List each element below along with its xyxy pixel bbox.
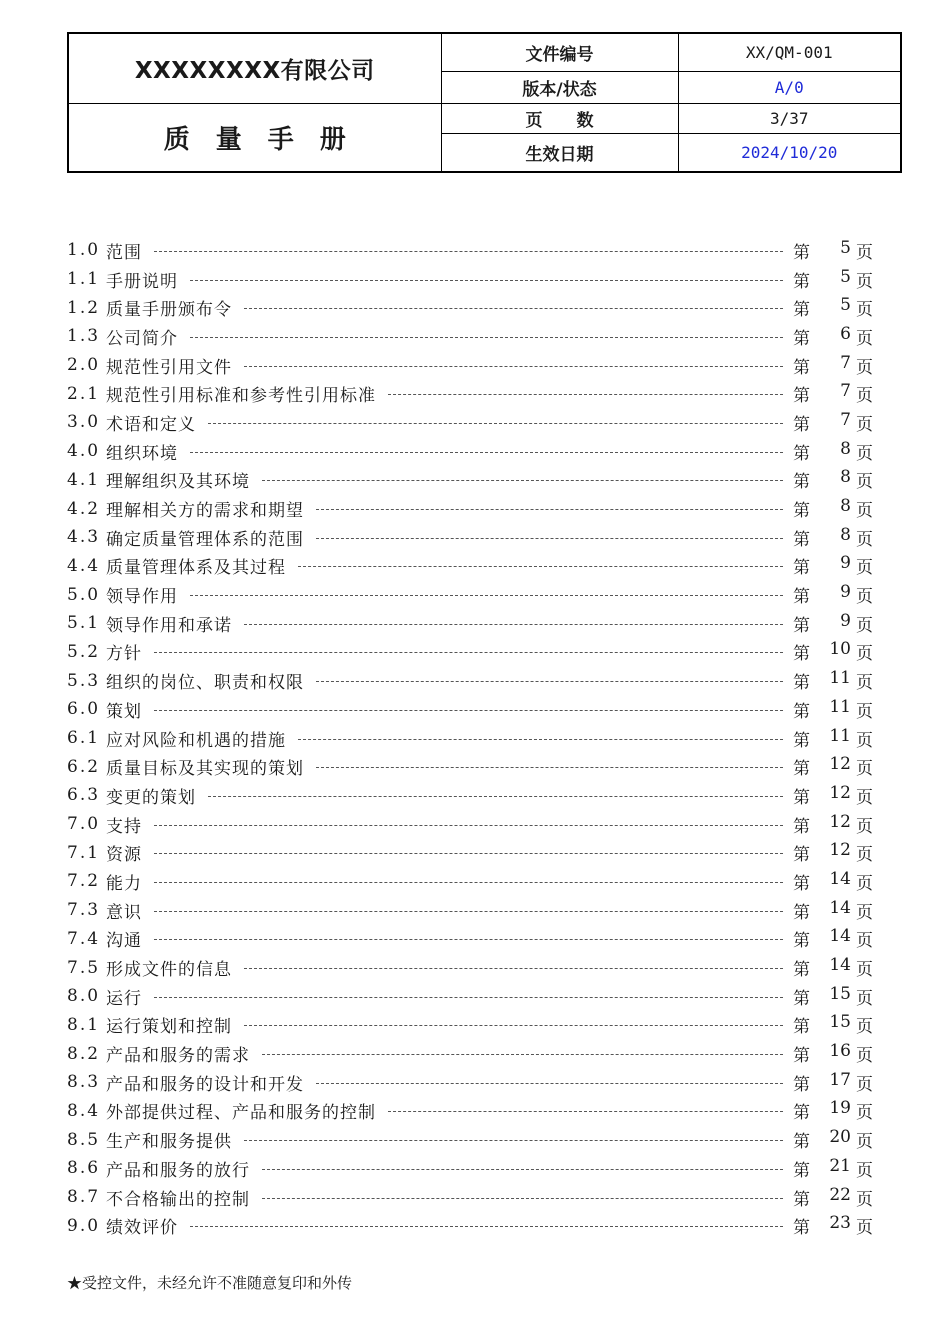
toc-page-number: 16: [829, 1041, 851, 1062]
toc-page-number: 14: [829, 897, 851, 918]
toc-entry-page: [793, 668, 873, 693]
toc-page-suffix: 页: [856, 300, 873, 321]
toc-entry-page: [793, 553, 873, 578]
toc-dot-leader: [298, 739, 783, 740]
toc-entry-page: [793, 381, 873, 406]
toc-entry[interactable]: [67, 953, 873, 982]
toc-entry-number: 8.7: [67, 1187, 101, 1208]
toc-page-suffix: 页: [856, 701, 873, 722]
toc-dot-leader: [190, 337, 783, 338]
toc-dot-leader: [244, 624, 783, 625]
toc-entry[interactable]: [67, 896, 873, 925]
toc-entry[interactable]: [67, 494, 873, 523]
toc-dot-leader: [154, 939, 783, 940]
toc-entry-number: 7.4: [67, 928, 101, 949]
toc-entry-number: 7.5: [67, 957, 101, 978]
toc-page-prefix: 第: [793, 1160, 810, 1181]
toc-page-suffix: 页: [856, 1046, 873, 1067]
toc-entry-page: [793, 467, 873, 492]
effective-date-value: 2024/10/20: [678, 133, 901, 172]
toc-page-prefix: 第: [793, 587, 810, 608]
toc-entry-page: [793, 1185, 873, 1210]
toc-page-suffix: 页: [856, 501, 873, 522]
toc-page-number: 9: [840, 553, 851, 574]
toc-page-number: 12: [829, 811, 851, 832]
toc-page-suffix: 页: [856, 787, 873, 808]
toc-page-suffix: 页: [856, 558, 873, 579]
toc-entry-number: 4.4: [67, 555, 101, 576]
toc-page-suffix: 页: [856, 673, 873, 694]
toc-entry-title: 确定质量管理体系的范围: [106, 529, 305, 550]
toc-page-suffix: 页: [856, 1218, 873, 1239]
toc-page-number: 7: [840, 409, 851, 430]
toc-entry-title: 外部提供过程、产品和服务的控制: [106, 1103, 377, 1124]
toc-dot-leader: [316, 681, 783, 682]
toc-entry-title: 资源: [106, 845, 143, 866]
toc-entry-page: [793, 869, 873, 894]
toc-entry[interactable]: [67, 925, 873, 954]
toc-entry-page: [793, 840, 873, 865]
pages-label: 页数: [441, 103, 678, 133]
toc-entry-title: 方针: [106, 644, 143, 665]
toc-entry-number: 4.0: [67, 441, 101, 462]
toc-page-prefix: 第: [793, 1103, 810, 1124]
toc-entry[interactable]: [67, 523, 873, 552]
toc-entry[interactable]: [67, 552, 873, 581]
toc-dot-leader: [190, 1226, 783, 1227]
toc-page-prefix: 第: [793, 271, 810, 292]
toc-page-prefix: 第: [793, 414, 810, 435]
toc-entry-title: 不合格输出的控制: [106, 1189, 251, 1210]
toc-entry-number: 6.1: [67, 728, 101, 749]
toc-dot-leader: [244, 308, 783, 309]
toc-entry-number: 1.1: [67, 269, 101, 290]
toc-entry-title: 质量目标及其实现的策划: [106, 759, 305, 780]
toc-entry-title: 公司简介: [106, 328, 179, 349]
toc-page-suffix: 页: [856, 759, 873, 780]
toc-entry-page: [793, 1041, 873, 1066]
toc-page-number: 19: [829, 1098, 851, 1119]
toc-page-prefix: 第: [793, 787, 810, 808]
toc-page-suffix: 页: [856, 644, 873, 665]
toc-entry-page: [793, 1127, 873, 1152]
toc-page-suffix: 页: [856, 730, 873, 751]
toc-page-number: 7: [840, 381, 851, 402]
toc-entry[interactable]: [67, 724, 873, 753]
toc-page-prefix: 第: [793, 357, 810, 378]
toc-entry-title: 运行: [106, 988, 143, 1009]
toc-entry-page: [793, 611, 873, 636]
toc-entry-number: 3.0: [67, 412, 101, 433]
toc-page-number: 12: [829, 840, 851, 861]
toc-dot-leader: [316, 767, 783, 768]
toc-entry[interactable]: [67, 437, 873, 466]
toc-entry-page: [793, 984, 873, 1009]
toc-page-number: 14: [829, 868, 851, 889]
toc-entry-number: 8.1: [67, 1014, 101, 1035]
toc-entry-title: 组织环境: [106, 443, 179, 464]
toc-entry[interactable]: [67, 781, 873, 810]
toc-page-prefix: 第: [793, 443, 810, 464]
toc-entry-page: [793, 754, 873, 779]
toc-page-prefix: 第: [793, 300, 810, 321]
toc-page-prefix: 第: [793, 902, 810, 923]
toc-entry[interactable]: [67, 379, 873, 408]
toc-entry-number: 6.0: [67, 699, 101, 720]
toc-page-prefix: 第: [793, 988, 810, 1009]
toc-page-suffix: 页: [856, 931, 873, 952]
toc-page-suffix: 页: [856, 845, 873, 866]
toc-entry-page: [793, 267, 873, 292]
toc-entry-title: 规范性引用标准和参考性引用标准: [106, 386, 377, 407]
toc-page-prefix: 第: [793, 701, 810, 722]
toc-entry-page: [793, 697, 873, 722]
toc-entry[interactable]: [67, 351, 873, 380]
toc-page-number: 15: [829, 1012, 851, 1033]
doc-no-value: XX/QM-001: [678, 33, 901, 71]
toc-page-number: 8: [840, 438, 851, 459]
toc-entry-page: [793, 1213, 873, 1238]
toc-entry-number: 2.1: [67, 383, 101, 404]
pages-value: 3/37: [678, 103, 901, 133]
toc-page-suffix: 页: [856, 472, 873, 493]
toc-dot-leader: [208, 423, 783, 424]
toc-entry[interactable]: [67, 982, 873, 1011]
toc-page-number: 9: [840, 582, 851, 603]
toc-page-number: 14: [829, 926, 851, 947]
toc-entry[interactable]: [67, 1011, 873, 1040]
toc-page-suffix: 页: [856, 988, 873, 1009]
document-header-table: [67, 32, 902, 173]
toc-entry[interactable]: [67, 1068, 873, 1097]
toc-dot-leader: [316, 1083, 783, 1084]
toc-entry-title: 范围: [106, 242, 143, 263]
effective-date-label: 生效日期: [441, 133, 678, 172]
toc-entry-page: [793, 898, 873, 923]
toc-entry[interactable]: [67, 867, 873, 896]
toc-page-number: 12: [829, 782, 851, 803]
toc-entry-page: [793, 639, 873, 664]
toc-page-suffix: 页: [856, 587, 873, 608]
toc-entry[interactable]: [67, 1039, 873, 1068]
toc-entry[interactable]: [67, 1097, 873, 1126]
toc-dot-leader: [262, 1054, 783, 1055]
toc-entry-number: 2.0: [67, 355, 101, 376]
toc-entry-number: 6.2: [67, 756, 101, 777]
toc-entry-title: 质量管理体系及其过程: [106, 558, 287, 579]
toc-entry[interactable]: [67, 666, 873, 695]
toc-entry-number: 4.1: [67, 469, 101, 490]
toc-dot-leader: [154, 997, 783, 998]
toc-page-suffix: 页: [856, 271, 873, 292]
toc-entry[interactable]: [67, 1154, 873, 1183]
company-name: XXXXXXXX有限公司: [68, 33, 441, 103]
toc-page-suffix: 页: [856, 1103, 873, 1124]
toc-entry-number: 8.4: [67, 1100, 101, 1121]
toc-dot-leader: [190, 452, 783, 453]
toc-page-number: 8: [840, 467, 851, 488]
version-value: A/0: [678, 71, 901, 103]
toc-entry-title: 形成文件的信息: [106, 960, 233, 981]
toc-page-suffix: 页: [856, 615, 873, 636]
toc-page-number: 15: [829, 983, 851, 1004]
toc-dot-leader: [190, 595, 783, 596]
toc-page-number: 6: [840, 323, 851, 344]
toc-entry[interactable]: [67, 466, 873, 495]
toc-page-prefix: 第: [793, 960, 810, 981]
toc-entry-number: 1.3: [67, 326, 101, 347]
toc-page-prefix: 第: [793, 1017, 810, 1038]
toc-entry-page: [793, 295, 873, 320]
toc-entry[interactable]: [67, 265, 873, 294]
toc-entry-page: [793, 1156, 873, 1181]
toc-entry-page: [793, 439, 873, 464]
toc-entry-number: 7.3: [67, 900, 101, 921]
toc-entry-page: [793, 582, 873, 607]
toc-page-prefix: 第: [793, 558, 810, 579]
toc-entry[interactable]: [67, 408, 873, 437]
toc-dot-leader: [154, 853, 783, 854]
toc-entry-page: [793, 812, 873, 837]
manual-title: 质量手册: [68, 103, 441, 172]
toc-entry-title: 策划: [106, 701, 143, 722]
toc-page-number: 11: [829, 668, 851, 689]
toc-page-suffix: 页: [856, 328, 873, 349]
toc-page-number: 8: [840, 524, 851, 545]
toc-page-prefix: 第: [793, 873, 810, 894]
toc-entry-number: 8.2: [67, 1043, 101, 1064]
toc-page-number: 12: [829, 754, 851, 775]
toc-dot-leader: [244, 1025, 783, 1026]
toc-entry-page: [793, 726, 873, 751]
toc-page-number: 23: [829, 1213, 851, 1234]
controlled-document-note: ★受控文件，未经允许不准随意复印和外传: [67, 1274, 353, 1292]
toc-entry-title: 绩效评价: [106, 1218, 179, 1239]
toc-entry-title: 产品和服务的放行: [106, 1160, 251, 1181]
toc-dot-leader: [262, 480, 783, 481]
toc-dot-leader: [154, 710, 783, 711]
doc-no-label: 文件编号: [441, 33, 678, 71]
toc-page-suffix: 页: [856, 443, 873, 464]
toc-entry-title: 理解组织及其环境: [106, 472, 251, 493]
toc-entry[interactable]: [67, 638, 873, 667]
table-of-contents: [67, 236, 873, 1240]
toc-page-prefix: 第: [793, 816, 810, 837]
toc-page-number: 21: [829, 1155, 851, 1176]
toc-dot-leader: [388, 394, 783, 395]
toc-page-suffix: 页: [856, 1132, 873, 1153]
toc-page-suffix: 页: [856, 414, 873, 435]
toc-page-prefix: 第: [793, 1132, 810, 1153]
toc-entry-title: 领导作用: [106, 587, 179, 608]
toc-dot-leader: [262, 1169, 783, 1170]
toc-entry[interactable]: [67, 609, 873, 638]
toc-entry-title: 规范性引用文件: [106, 357, 233, 378]
toc-entry[interactable]: [67, 695, 873, 724]
toc-page-suffix: 页: [856, 816, 873, 837]
toc-page-number: 5: [840, 266, 851, 287]
toc-entry[interactable]: [67, 293, 873, 322]
toc-page-number: 5: [840, 295, 851, 316]
toc-page-prefix: 第: [793, 644, 810, 665]
toc-entry-title: 产品和服务的设计和开发: [106, 1074, 305, 1095]
toc-page-prefix: 第: [793, 1218, 810, 1239]
toc-entry-title: 生产和服务提供: [106, 1132, 233, 1153]
toc-entry[interactable]: [67, 322, 873, 351]
toc-entry-title: 理解相关方的需求和期望: [106, 501, 305, 522]
toc-dot-leader: [154, 911, 783, 912]
toc-entry-title: 领导作用和承诺: [106, 615, 233, 636]
toc-entry-page: [793, 410, 873, 435]
toc-entry-title: 手册说明: [106, 271, 179, 292]
toc-entry-page: [793, 353, 873, 378]
toc-entry-page: [793, 1070, 873, 1095]
toc-entry[interactable]: [67, 580, 873, 609]
toc-entry-page: [793, 1012, 873, 1037]
toc-dot-leader: [190, 280, 783, 281]
toc-entry-number: 5.0: [67, 584, 101, 605]
toc-entry-number: 1.0: [67, 240, 101, 261]
toc-entry-title: 运行策划和控制: [106, 1017, 233, 1038]
toc-entry-title: 产品和服务的需求: [106, 1046, 251, 1067]
toc-dot-leader: [388, 1111, 783, 1112]
toc-page-suffix: 页: [856, 1189, 873, 1210]
toc-entry-page: [793, 525, 873, 550]
toc-page-number: 7: [840, 352, 851, 373]
toc-page-suffix: 页: [856, 242, 873, 263]
toc-entry-number: 8.3: [67, 1072, 101, 1093]
toc-page-prefix: 第: [793, 242, 810, 263]
toc-dot-leader: [244, 968, 783, 969]
toc-entry[interactable]: [67, 1183, 873, 1212]
toc-page-number: 11: [829, 725, 851, 746]
toc-entry-number: 4.3: [67, 527, 101, 548]
toc-dot-leader: [316, 538, 783, 539]
toc-page-prefix: 第: [793, 328, 810, 349]
toc-page-number: 5: [840, 237, 851, 258]
toc-dot-leader: [316, 509, 783, 510]
toc-dot-leader: [154, 652, 783, 653]
toc-entry-number: 7.1: [67, 842, 101, 863]
toc-entry-title: 术语和定义: [106, 414, 197, 435]
toc-entry[interactable]: [67, 810, 873, 839]
toc-page-prefix: 第: [793, 1189, 810, 1210]
toc-page-number: 10: [829, 639, 851, 660]
toc-page-suffix: 页: [856, 902, 873, 923]
toc-entry-page: [793, 1098, 873, 1123]
toc-entry-page: [793, 324, 873, 349]
toc-entry-number: 1.2: [67, 297, 101, 318]
toc-dot-leader: [154, 825, 783, 826]
toc-entry-title: 意识: [106, 902, 143, 923]
toc-page-number: 17: [829, 1069, 851, 1090]
toc-page-prefix: 第: [793, 615, 810, 636]
toc-entry-page: [793, 783, 873, 808]
toc-entry-page: [793, 496, 873, 521]
toc-page-number: 20: [829, 1127, 851, 1148]
toc-page-prefix: 第: [793, 730, 810, 751]
toc-entry-title: 支持: [106, 816, 143, 837]
toc-page-suffix: 页: [856, 529, 873, 550]
toc-entry-number: 8.6: [67, 1158, 101, 1179]
toc-page-suffix: 页: [856, 1074, 873, 1095]
toc-page-prefix: 第: [793, 931, 810, 952]
version-label: 版本/状态: [441, 71, 678, 103]
toc-page-suffix: 页: [856, 873, 873, 894]
toc-page-prefix: 第: [793, 845, 810, 866]
toc-entry-number: 9.0: [67, 1215, 101, 1236]
toc-entry-title: 沟通: [106, 931, 143, 952]
toc-page-prefix: 第: [793, 673, 810, 694]
toc-page-suffix: 页: [856, 1160, 873, 1181]
toc-entry-page: [793, 238, 873, 263]
toc-page-prefix: 第: [793, 529, 810, 550]
toc-entry-title: 组织的岗位、职责和权限: [106, 673, 305, 694]
toc-entry-number: 4.2: [67, 498, 101, 519]
toc-page-prefix: 第: [793, 386, 810, 407]
toc-entry-title: 质量手册颁布令: [106, 300, 233, 321]
toc-entry-title: 应对风险和机遇的措施: [106, 730, 287, 751]
toc-page-suffix: 页: [856, 386, 873, 407]
toc-page-suffix: 页: [856, 1017, 873, 1038]
toc-entry-number: 7.0: [67, 814, 101, 835]
toc-page-suffix: 页: [856, 960, 873, 981]
toc-entry-title: 能力: [106, 873, 143, 894]
toc-entry[interactable]: [67, 1125, 873, 1154]
toc-page-prefix: 第: [793, 759, 810, 780]
toc-page-suffix: 页: [856, 357, 873, 378]
toc-dot-leader: [262, 1198, 783, 1199]
toc-dot-leader: [244, 366, 783, 367]
toc-entry-number: 5.3: [67, 670, 101, 691]
toc-page-number: 9: [840, 610, 851, 631]
toc-page-number: 22: [829, 1184, 851, 1205]
toc-page-prefix: 第: [793, 472, 810, 493]
toc-entry-number: 7.2: [67, 871, 101, 892]
toc-page-number: 14: [829, 955, 851, 976]
toc-dot-leader: [154, 882, 783, 883]
toc-page-number: 11: [829, 696, 851, 717]
toc-entry[interactable]: [67, 236, 873, 265]
toc-entry-number: 6.3: [67, 785, 101, 806]
toc-page-prefix: 第: [793, 1046, 810, 1067]
toc-entry-page: [793, 955, 873, 980]
toc-entry-page: [793, 926, 873, 951]
toc-entry[interactable]: [67, 752, 873, 781]
toc-dot-leader: [154, 251, 783, 252]
toc-page-number: 8: [840, 496, 851, 517]
toc-entry[interactable]: [67, 1211, 873, 1240]
toc-entry-number: 5.1: [67, 613, 101, 634]
toc-page-prefix: 第: [793, 1074, 810, 1095]
toc-entry-number: 8.0: [67, 986, 101, 1007]
toc-entry[interactable]: [67, 838, 873, 867]
toc-dot-leader: [298, 566, 783, 567]
toc-entry-title: 变更的策划: [106, 787, 197, 808]
toc-page-prefix: 第: [793, 501, 810, 522]
toc-entry-number: 5.2: [67, 641, 101, 662]
toc-entry-number: 8.5: [67, 1129, 101, 1150]
toc-dot-leader: [208, 796, 783, 797]
toc-dot-leader: [244, 1140, 783, 1141]
